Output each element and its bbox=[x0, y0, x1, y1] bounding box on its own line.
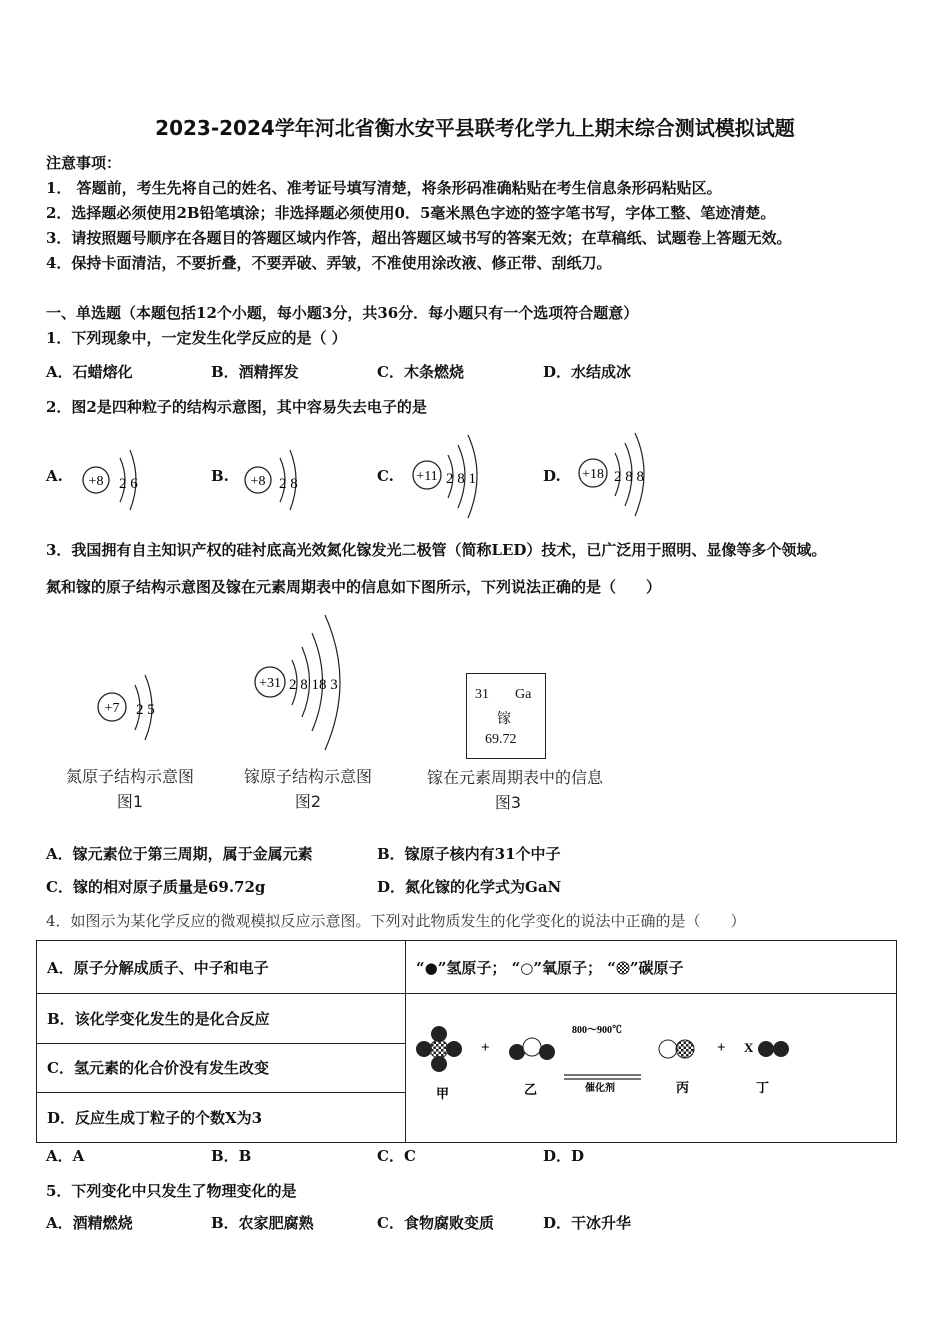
notice-item: 2．选择题必须使用2B铅笔填涂；非选择题必须使用0．5毫米黑色字迹的签字笔书写，字体工整、笔迹清楚。 bbox=[46, 204, 776, 222]
hydrogen-legend-text: 氢原子； bbox=[446, 958, 507, 977]
fig2-caption: 镓原子结构示意图 bbox=[243, 767, 372, 786]
carbon-monoxide-molecule bbox=[659, 1040, 694, 1058]
atom-shells: 2 5 bbox=[136, 702, 155, 718]
q1-option-d: D．水结成冰 bbox=[543, 363, 632, 381]
oxygen-legend-mark: “○” bbox=[511, 958, 542, 977]
q2-label-c: C. bbox=[377, 467, 394, 485]
reaction-condition: 800～900℃ bbox=[572, 1025, 622, 1036]
atomic-mass: 69.72 bbox=[485, 732, 517, 747]
atomic-number: 31 bbox=[475, 687, 489, 702]
atom-nucleus: +8 bbox=[88, 474, 104, 489]
atom-diagram-a bbox=[83, 450, 138, 510]
q4-statement-b: B．该化学变化发生的是化合反应 bbox=[37, 994, 406, 1044]
q3-option-a: A．镓元素位于第三周期，属于金属元素 bbox=[46, 845, 313, 863]
atom-shells: 2 8 1 bbox=[446, 471, 476, 487]
plus-sign: + bbox=[717, 1040, 726, 1056]
atom-nucleus: +18 bbox=[582, 467, 604, 482]
water-molecule bbox=[509, 1038, 555, 1060]
atom-nucleus: +7 bbox=[104, 701, 120, 716]
notice-item: 1． 答题前，考生先将自己的姓名、准考证号填写清楚，将条形码准确粘贴在考生信息条形码粘贴区。 bbox=[46, 179, 722, 197]
q4-stem: 4．如图示为某化学反应的微观模拟反应示意图。下列对此物质发生的化学变化的说法中正确的是（ ） bbox=[46, 912, 746, 930]
hydrogen-legend-mark: “●” bbox=[416, 958, 447, 977]
nitrogen-atom-diagram bbox=[98, 675, 155, 740]
reactant-label-yi: 乙 bbox=[524, 1082, 538, 1097]
q1-option-c: C．木条燃烧 bbox=[377, 363, 464, 381]
q3-stem-line1: 3．我国拥有自主知识产权的硅衬底高光效氮化镓发光二极管（简称LED）技术，已广泛用于照明、显像等多个领域。 bbox=[46, 541, 827, 559]
notice-heading: 注意事项： bbox=[46, 154, 122, 172]
reaction-diagram bbox=[406, 994, 894, 1138]
q2-label-a: A. bbox=[46, 467, 63, 485]
atom-shells: 2 8 bbox=[279, 476, 298, 492]
q3-option-d: D．氮化镓的化学式为GaN bbox=[377, 878, 562, 896]
element-symbol: Ga bbox=[515, 687, 532, 702]
catalyst-label: 催化剂 bbox=[585, 1083, 615, 1094]
hydrogen-molecule bbox=[758, 1041, 789, 1057]
q2-label-d: D. bbox=[543, 467, 561, 485]
q1-option-a: A．石蜡熔化 bbox=[46, 363, 133, 381]
fig2-label: 图2 bbox=[294, 792, 322, 811]
fig3-caption: 镓在元素周期表中的信息 bbox=[426, 768, 603, 787]
carbon-legend-text: ”碳原子 bbox=[629, 958, 684, 977]
carbon-legend-open: “ bbox=[607, 958, 616, 977]
q5-option-a: A．酒精燃烧 bbox=[46, 1214, 133, 1232]
q3-option-c: C．镓的相对原子质量是69.72g bbox=[46, 878, 266, 896]
page-title: 2023-2024学年河北省衡水安平县联考化学九上期末综合测试模拟试题 bbox=[155, 116, 795, 140]
q4-statement-a: A．原子分解成质子、中子和电子 bbox=[37, 941, 406, 994]
section-heading: 一、单选题（本题包括12个小题，每小题3分，共36分．每小题只有一个选项符合题意） bbox=[46, 304, 639, 322]
reaction-diagram-cell bbox=[406, 994, 897, 1143]
q4-legend bbox=[406, 941, 897, 994]
q5-stem: 5．下列变化中只发生了物理变化的是 bbox=[46, 1182, 297, 1200]
q5-option-d: D．干冰升华 bbox=[543, 1214, 632, 1232]
q3-option-b: B．镓原子核内有31个中子 bbox=[377, 845, 561, 863]
atom-shells: 2 6 bbox=[119, 476, 138, 492]
atom-diagram-c bbox=[413, 435, 477, 518]
atom-diagram-d bbox=[579, 433, 644, 516]
fig1-label: 图1 bbox=[116, 792, 144, 811]
product-label-ding: 丁 bbox=[756, 1080, 770, 1095]
q4-table bbox=[36, 940, 897, 1143]
carbon-atom-icon bbox=[616, 961, 630, 975]
q2-label-b: B. bbox=[211, 467, 229, 485]
oxygen-legend-text: 氧原子； bbox=[541, 958, 602, 977]
notice-item: 3．请按照题号顺序在各题目的答题区域内作答，超出答题区域书写的答案无效；在草稿纸、试题卷上答题无效。 bbox=[46, 229, 792, 247]
q4-statement-d: D．反应生成丁粒子的个数X为3 bbox=[37, 1093, 406, 1143]
reactant-label-jia: 甲 bbox=[436, 1086, 450, 1101]
q4-option-c: C．C bbox=[377, 1147, 416, 1165]
q4-statement-c: C．氢元素的化合价没有发生改变 bbox=[37, 1043, 406, 1093]
q5-option-b: B．农家肥腐熟 bbox=[211, 1214, 314, 1232]
q1-stem: 1．下列现象中，一定发生化学反应的是（ ） bbox=[46, 329, 347, 347]
atom-nucleus: +11 bbox=[416, 469, 438, 484]
atom-nucleus: +8 bbox=[250, 474, 266, 489]
atom-shells: 2 8 8 bbox=[614, 469, 644, 485]
coefficient-x: X bbox=[744, 1040, 754, 1055]
q4-option-b: B．B bbox=[211, 1147, 252, 1165]
q3-atom-figures bbox=[85, 605, 385, 755]
atom-diagram-b bbox=[245, 450, 298, 510]
periodic-table-cell bbox=[466, 673, 546, 759]
gallium-atom-diagram bbox=[255, 615, 340, 750]
q5-option-c: C．食物腐败变质 bbox=[377, 1214, 494, 1232]
element-name: 镓 bbox=[497, 711, 511, 727]
fig3-label: 图3 bbox=[494, 793, 522, 812]
atom-shells: 2 8 18 3 bbox=[289, 677, 338, 693]
plus-sign: + bbox=[481, 1040, 490, 1056]
q4-option-a: A．A bbox=[46, 1147, 85, 1165]
fig1-caption: 氮原子结构示意图 bbox=[65, 767, 194, 786]
q4-option-d: D．D bbox=[543, 1147, 585, 1165]
q2-stem: 2．图2是四种粒子的结构示意图，其中容易失去电子的是 bbox=[46, 398, 427, 416]
methane-molecule bbox=[416, 1026, 462, 1072]
atom-nucleus: +31 bbox=[259, 676, 281, 691]
notice-item: 4．保持卡面清洁，不要折叠，不要弄破、弄皱，不准使用涂改液、修正带、刮纸刀。 bbox=[46, 254, 612, 272]
product-label-bing: 丙 bbox=[676, 1080, 690, 1095]
q1-option-b: B．酒精挥发 bbox=[211, 363, 299, 381]
q2-atom-diagrams bbox=[70, 430, 670, 525]
q3-stem-line2: 氮和镓的原子结构示意图及镓在元素周期表中的信息如下图所示，下列说法正确的是（ ） bbox=[46, 578, 662, 596]
